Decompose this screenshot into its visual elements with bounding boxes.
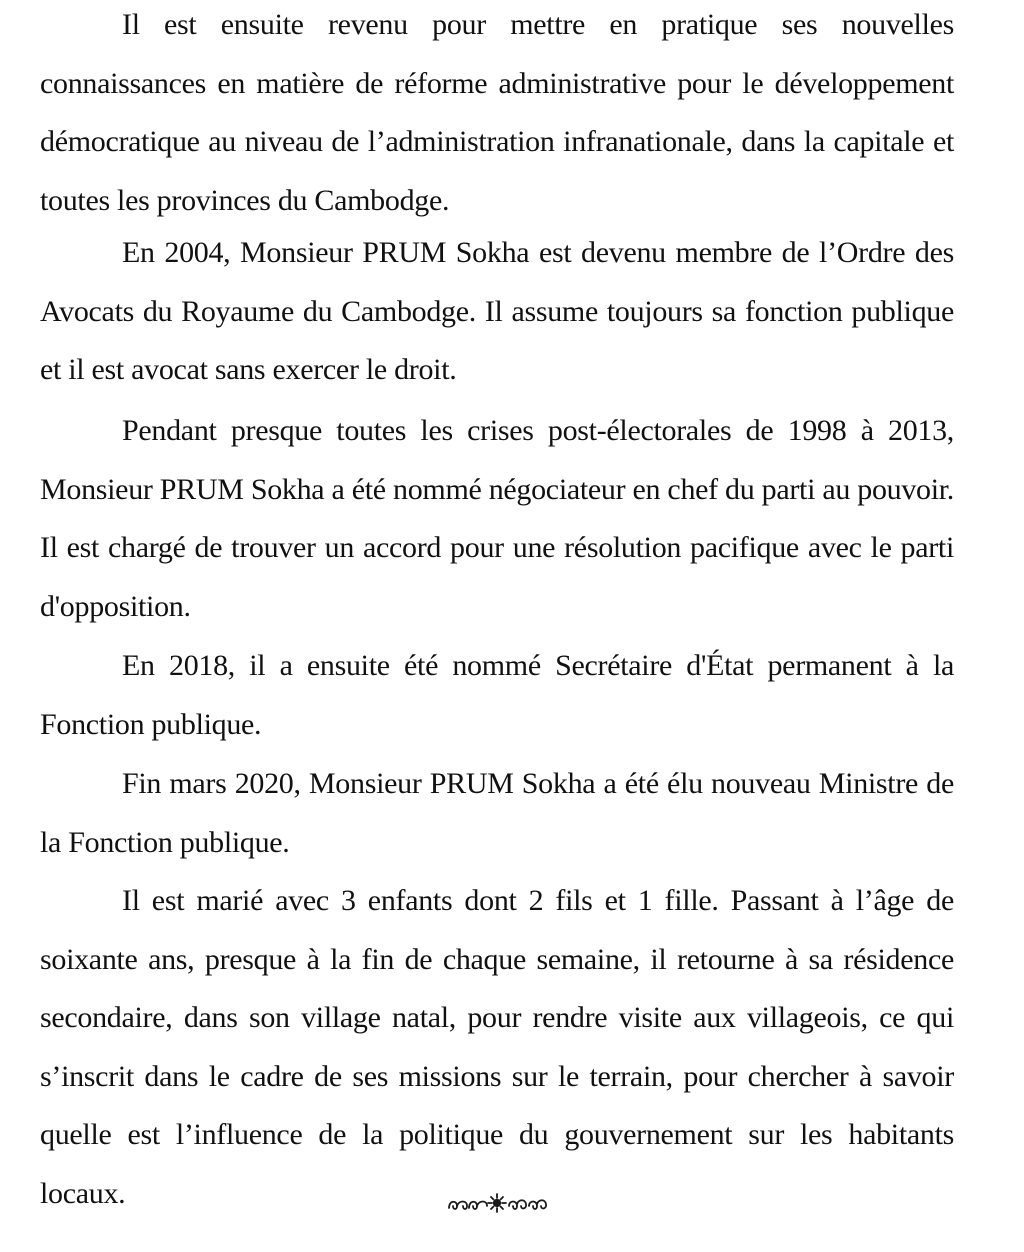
paragraph-minister-appointment: Fin mars 2020, Monsieur PRUM Sokha a été élu nouveau Ministre de la Fonction publique. bbox=[40, 767, 954, 859]
end-ornament-icon bbox=[40, 1190, 954, 1220]
paragraph-bar-membership: En 2004, Monsieur PRUM Sokha est devenu membre de l’Ordre des Avocats du Royaume du Cambodge. Il assume toujours sa fonction publique et il est avocat sans exercer le droit. bbox=[40, 236, 954, 387]
paragraph-chief-negotiator: Pendant presque toutes les crises post-électorales de 1998 à 2013, Monsieur PRUM Sokha a été nommé négociateur en chef du parti au pouvoir. Il est chargé de trouver un accord pour une résolution pacifique avec le parti d'opposition. bbox=[40, 414, 955, 623]
paragraph-return-reform: Il est ensuite revenu pour mettre en pratique ses nouvelles connaissances en matière de réforme administrative pour le développement démocratique au niveau de l’administration infranationale, dans la capitale et toutes les provinces du Cambodge. bbox=[40, 8, 954, 217]
paragraph-family-life: Il est marié avec 3 enfants dont 2 fils et 1 fille. Passant à l’âge de soixante ans, presque à la fin de chaque semaine, il retourne à sa résidence secondaire, dans son village natal, pour rendre visite aux villageois, ce qui s’inscrit dans le cadre de ses missions sur le terrain, pour chercher à savoir quelle est l’influence de la politique du gouvernement sur les habitants locaux. bbox=[40, 884, 954, 1210]
document-page bbox=[40, 0, 954, 1252]
paragraph-secretary-of-state: En 2018, il a ensuite été nommé Secrétaire d'État permanent à la Fonction publique. bbox=[40, 649, 954, 741]
khmer-end-ornament-icon bbox=[445, 1190, 549, 1216]
